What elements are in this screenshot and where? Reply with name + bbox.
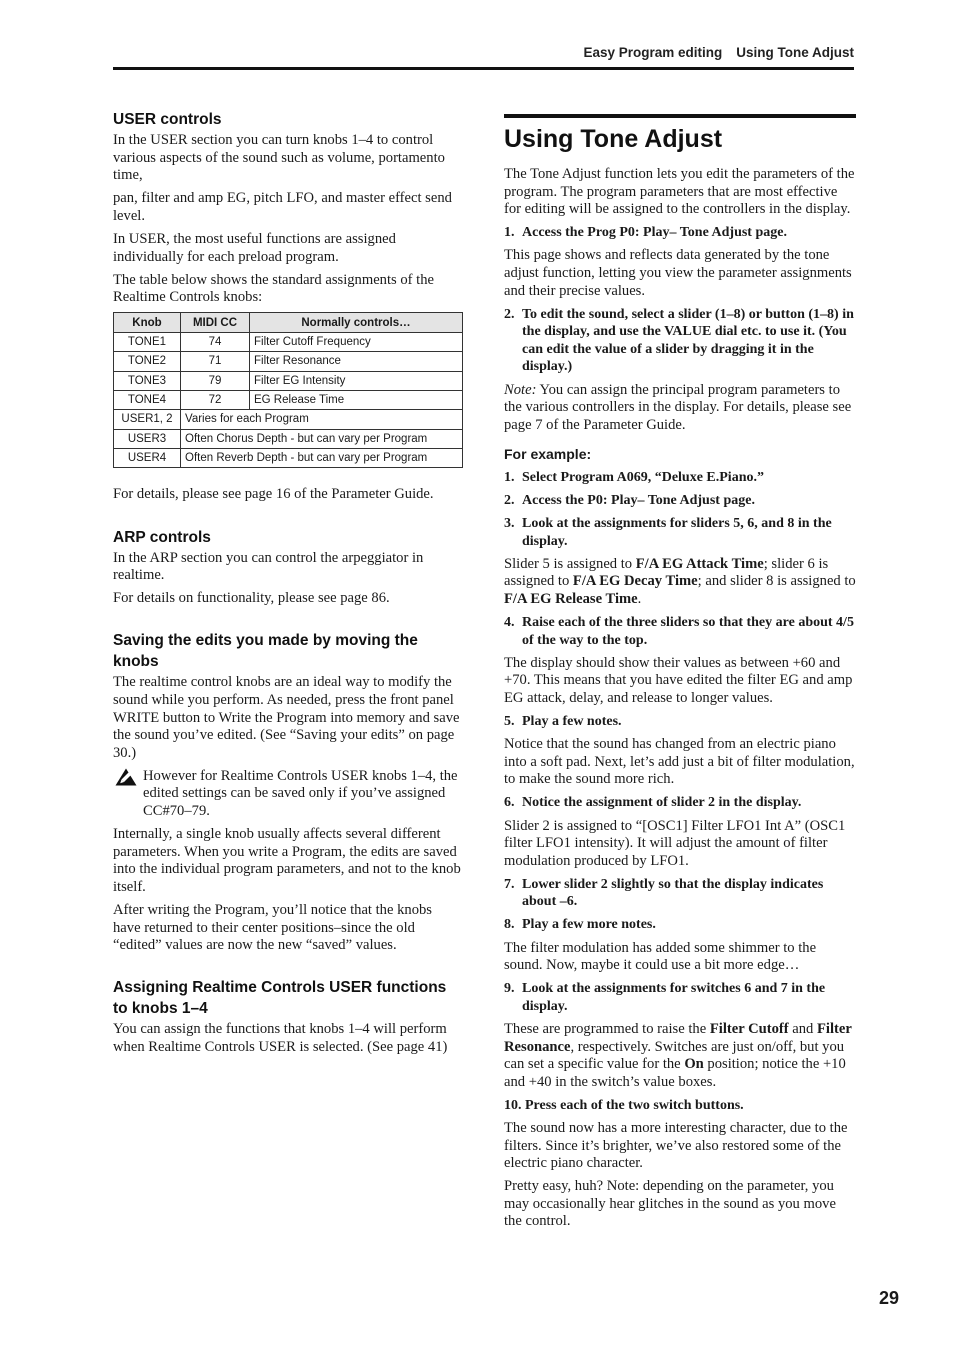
step-number: 4. xyxy=(504,615,515,631)
paragraph: Pretty easy, huh? Note: depending on the parameter, you may occasionally hear glitches in the sound as you move the control. xyxy=(504,1178,836,1230)
table-cell: EG Release Time xyxy=(250,390,463,409)
table-cell: Often Reverb Depth - but can vary per Program xyxy=(181,449,463,468)
step-number: 9. xyxy=(504,981,515,997)
table-header-cell: Knob xyxy=(114,313,181,332)
paragraph: This page shows and reflects data generated by the tone adjust function, letting you view the parameter assignments and their precise values. xyxy=(504,247,852,299)
table-row xyxy=(114,371,463,390)
step-number: 1. xyxy=(504,469,515,485)
step-text: Raise each of the three sliders so that they are about 4/5 of the way to the top. xyxy=(522,615,854,648)
table-cell: TONE4 xyxy=(114,390,181,409)
assigning-heading: Assigning Realtime Controls USER functions to knobs 1–4 xyxy=(113,979,447,1018)
saving-edits-heading: Saving the edits you made by moving the knobs xyxy=(113,632,418,671)
step xyxy=(504,980,856,1015)
paragraph: pan, filter and amp EG, pitch LFO, and master effect send level. xyxy=(113,190,452,224)
table-cell: TONE2 xyxy=(114,352,181,371)
param-name: F/A EG Release Time xyxy=(504,590,638,607)
paragraph: For details on functionality, please see page 86. xyxy=(113,590,390,607)
table-cell: USER1, 2 xyxy=(114,410,181,429)
step-number: 10. xyxy=(504,1097,522,1113)
step-number: 1. xyxy=(504,225,515,241)
step xyxy=(504,1097,856,1115)
table-cell: Often Chorus Depth - but can vary per Program xyxy=(181,429,463,448)
step xyxy=(504,713,856,731)
table-cell: 74 xyxy=(181,332,250,351)
table-cell: Filter Cutoff Frequency xyxy=(250,332,463,351)
paragraph: Slider 2 is assigned to “[OSC1] Filter LFO1 Int A” (OSC1 filter LFO1 intensity). It will adjust the amount of filter modulation produced by LFO1. xyxy=(504,817,846,869)
table-cell: 71 xyxy=(181,352,250,371)
text-run: and xyxy=(788,1020,817,1037)
table-cell: TONE1 xyxy=(114,332,181,351)
table-row xyxy=(114,410,463,429)
paragraph: In the ARP section you can control the arpeggiator in realtime. xyxy=(113,549,424,584)
table-header-row xyxy=(114,313,463,332)
text-run: . xyxy=(637,590,642,607)
slider-assignments-paragraph xyxy=(504,556,856,609)
warning-icon xyxy=(115,768,137,786)
paragraph: After writing the Program, you’ll notice that the knobs have returned to their center positions–since the old “edited” values are now the new “saved” values. xyxy=(113,901,432,954)
warning-note xyxy=(113,768,463,821)
warning-text: However for Realtime Controls USER knobs 1–4, the edited settings can be saved only if you’ve assigned CC#70–79. xyxy=(143,767,458,819)
example-heading: For example: xyxy=(504,446,592,463)
step-text: Access the Prog P0: Play– Tone Adjust page. xyxy=(522,225,787,241)
switch-assignments-paragraph xyxy=(504,1021,856,1091)
step xyxy=(504,876,856,911)
paragraph: The display should show their values as between +60 and +70. This means that you have edited the filter EG and amp EG attack, delay, and release to longer values. xyxy=(504,654,853,706)
text-run: , respectively. Switches are just on/off, but you can set a specific value for the xyxy=(504,1038,845,1073)
paragraph: In USER, the most useful functions are assigned individually for each preload program. xyxy=(113,230,396,265)
step xyxy=(504,794,856,812)
note-label: Note: xyxy=(504,381,537,398)
table-header-cell: MIDI CC xyxy=(181,313,250,332)
text-run: ; slider 6 is assigned to xyxy=(504,555,829,590)
param-name: On xyxy=(684,1056,704,1073)
table-cell: USER4 xyxy=(114,449,181,468)
table-row xyxy=(114,332,463,351)
step-number: 5. xyxy=(504,714,515,730)
step-number: 3. xyxy=(504,516,515,532)
step-number: 2. xyxy=(504,306,515,322)
page-number: 29 xyxy=(878,1288,899,1308)
table-cell: USER3 xyxy=(114,429,181,448)
table-row xyxy=(114,449,463,468)
title-rule xyxy=(504,114,856,118)
note-paragraph xyxy=(504,382,856,435)
paragraph: The sound now has a more interesting character, due to the filters. Since it’s brighter, we’ve also restored some of the electric piano character. xyxy=(504,1119,848,1172)
text-run: position; notice the +10 and +40 in the switch’s value boxes. xyxy=(504,1056,846,1090)
text-run: These are programmed to raise the xyxy=(504,1020,710,1037)
param-name: Filter Resonance xyxy=(504,1020,852,1055)
step-text: Look at the assignments for sliders 5, 6, and 8 in the display. xyxy=(522,516,832,549)
step-text: Select Program A069, “Deluxe E.Piano.” xyxy=(522,469,764,485)
paragraph: You can assign the functions that knobs 1–4 will perform when Realtime Controls USER is selected. (See page 41) xyxy=(113,1021,448,1055)
table-cell: 79 xyxy=(181,371,250,390)
right-column xyxy=(504,114,856,1236)
paragraph: The table below shows the standard assignments of the Realtime Controls knobs: xyxy=(113,271,434,306)
table-cell: Varies for each Program xyxy=(181,410,463,429)
table-row xyxy=(114,390,463,409)
arp-controls-heading: ARP controls xyxy=(113,528,211,546)
note-text: You can assign the principal program parameters to the various controllers in the display. For details, please see page 7 of the Parameter Guide. xyxy=(504,381,852,433)
paragraph: Internally, a single knob usually affects several different parameters. When you write a Program, the edits are saved into the individual program parameters, and not to the knob itself. xyxy=(113,826,461,895)
paragraph: The realtime control knobs are an ideal way to modify the sound while you perform. As needed, press the front panel WRITE button to Write the Program into memory and save the sound you’ve edited. (See “Saving your edits” on page 30.) xyxy=(113,674,460,761)
step xyxy=(504,469,856,487)
step xyxy=(504,224,856,242)
step-text: Play a few notes. xyxy=(522,714,622,730)
table-cell: TONE3 xyxy=(114,371,181,390)
step xyxy=(504,614,856,649)
table-row xyxy=(114,352,463,371)
table-cell: 72 xyxy=(181,390,250,409)
step-number: 6. xyxy=(504,795,515,811)
knob-assignment-table xyxy=(113,312,463,468)
step xyxy=(504,492,856,510)
table-row xyxy=(114,429,463,448)
step-text: To edit the sound, select a slider (1–8) or button (1–8) in the display, and use the VALUE dial etc. to use it. (You can edit the value of a slider by dragging it in the display.) xyxy=(522,306,854,375)
param-name: F/A EG Attack Time xyxy=(635,555,764,572)
paragraph: The filter modulation has added some shimmer to the sound. Now, maybe it could use a bit more edge… xyxy=(504,939,817,974)
header-rule xyxy=(113,67,854,70)
text-run: Slider 5 is assigned to xyxy=(504,555,636,572)
step-number: 8. xyxy=(504,917,515,933)
table-cell: Filter EG Intensity xyxy=(250,371,463,390)
param-name: Filter Cutoff xyxy=(709,1020,789,1037)
step-number: 2. xyxy=(504,493,515,508)
text-run: ; and slider 8 is assigned to xyxy=(697,573,856,590)
table-header-cell: Normally controls… xyxy=(250,313,463,332)
header-section: Easy Program editing xyxy=(583,45,723,60)
user-controls-heading: USER controls xyxy=(113,111,222,128)
page-title: Using Tone Adjust xyxy=(504,125,723,153)
step xyxy=(504,306,856,376)
header-topic: Using Tone Adjust xyxy=(736,45,854,60)
paragraph: In the USER section you can turn knobs 1–4 to control various aspects of the sound such as volume, portamento time, xyxy=(113,132,445,184)
paragraph: The Tone Adjust function lets you edit the parameters of the program. The program parameters that are most effective for editing will be assigned to the controllers in the display. xyxy=(504,166,855,218)
step-text: Look at the assignments for switches 6 and 7 in the display. xyxy=(522,981,826,1014)
param-name: F/A EG Decay Time xyxy=(572,573,698,590)
step xyxy=(504,916,856,934)
step-text: Play a few more notes. xyxy=(522,917,656,933)
step-text: Access the P0: Play– Tone Adjust page. xyxy=(522,493,755,508)
table-cell: Filter Resonance xyxy=(250,352,463,371)
step-text: Press each of the two switch buttons. xyxy=(525,1097,744,1113)
step-text: Lower slider 2 slightly so that the display indicates about –6. xyxy=(522,876,824,910)
step-text: Notice the assignment of slider 2 in the display. xyxy=(522,795,802,811)
step-number: 7. xyxy=(504,876,515,892)
paragraph: Notice that the sound has changed from an electric piano into a soft pad. Next, let’s add just a bit of filter modulation, to make the sound more rich. xyxy=(504,736,855,788)
left-column xyxy=(113,109,463,1062)
step xyxy=(504,515,856,550)
paragraph: For details, please see page 16 of the Parameter Guide. xyxy=(113,486,434,503)
running-header xyxy=(583,45,854,60)
